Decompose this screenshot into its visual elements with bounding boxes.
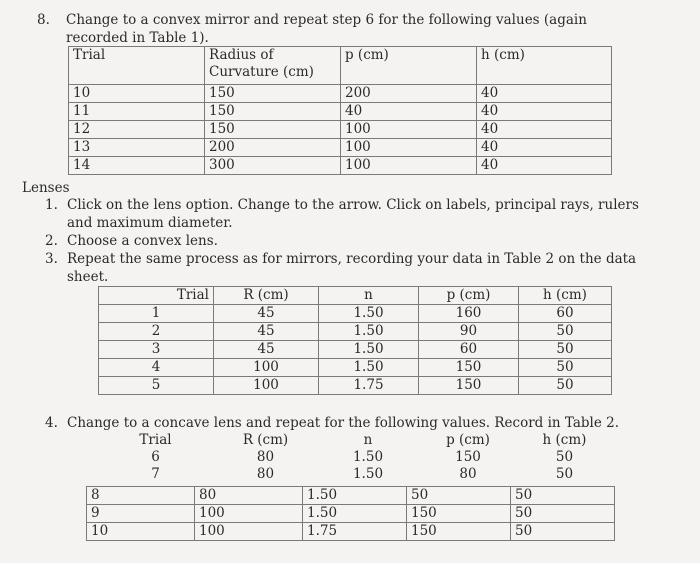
header-p: p (cm) bbox=[419, 287, 519, 305]
cell-trial: 13 bbox=[69, 139, 205, 157]
cell-trial: 9 bbox=[87, 505, 195, 523]
concave-lens-floating-table bbox=[98, 432, 611, 483]
cell-p: 100 bbox=[341, 121, 477, 139]
header-h: h (cm) bbox=[477, 47, 612, 85]
cell-r: 45 bbox=[214, 323, 319, 341]
cell-trial: 11 bbox=[69, 103, 205, 121]
header-n: n bbox=[363, 432, 373, 448]
cell-trial: 5 bbox=[99, 377, 214, 395]
lens-item-1-number: 1. bbox=[45, 197, 58, 213]
table-2-header bbox=[99, 287, 612, 305]
cell-radius: 300 bbox=[205, 157, 341, 175]
cell-h: 50 bbox=[519, 377, 612, 395]
lens-item-2-line1: Choose a convex lens. bbox=[67, 233, 218, 249]
header-h: h (cm) bbox=[542, 432, 587, 448]
cell-n: 1.75 bbox=[319, 377, 419, 395]
cell-h: 50 bbox=[511, 505, 615, 523]
table-row bbox=[99, 341, 612, 359]
cell-p: 150 bbox=[407, 505, 511, 523]
cell-r: 80 bbox=[256, 466, 275, 482]
table-row bbox=[99, 305, 612, 323]
cell-n: 1.75 bbox=[303, 523, 407, 541]
table-row bbox=[98, 449, 611, 466]
header-r: R (cm) bbox=[214, 287, 319, 305]
cell-p: 50 bbox=[407, 487, 511, 505]
cell-trial: 2 bbox=[99, 323, 214, 341]
table-row bbox=[98, 466, 611, 483]
cell-p: 150 bbox=[419, 377, 519, 395]
cell-h: 50 bbox=[511, 487, 615, 505]
table-row bbox=[69, 139, 612, 157]
cell-radius: 150 bbox=[205, 121, 341, 139]
header-trial: Trial bbox=[99, 287, 214, 305]
header-radius-line1: Radius of bbox=[209, 47, 274, 63]
cell-h: 50 bbox=[555, 449, 574, 465]
cell-h: 50 bbox=[555, 466, 574, 482]
cell-h: 60 bbox=[519, 305, 612, 323]
cell-h: 50 bbox=[519, 341, 612, 359]
cell-r: 45 bbox=[214, 341, 319, 359]
cell-trial: 7 bbox=[151, 466, 160, 482]
cell-p: 100 bbox=[341, 139, 477, 157]
step-4-text: Change to a concave lens and repeat for the following values. Record in Table 2. bbox=[67, 415, 620, 431]
table-row bbox=[69, 121, 612, 139]
header-h: h (cm) bbox=[519, 287, 612, 305]
table-row bbox=[99, 359, 612, 377]
cell-trial: 8 bbox=[87, 487, 195, 505]
cell-trial: 12 bbox=[69, 121, 205, 139]
cell-p: 200 bbox=[341, 85, 477, 103]
cell-h: 40 bbox=[477, 103, 612, 121]
header-trial: Trial bbox=[139, 432, 172, 448]
header-p: p (cm) bbox=[341, 47, 477, 85]
cell-h: 50 bbox=[519, 323, 612, 341]
cell-p: 150 bbox=[455, 449, 481, 465]
table-1 bbox=[68, 46, 612, 175]
header-n: n bbox=[319, 287, 419, 305]
cell-h: 40 bbox=[477, 85, 612, 103]
cell-p: 160 bbox=[419, 305, 519, 323]
header-r: R (cm) bbox=[242, 432, 289, 448]
lens-item-3-number: 3. bbox=[45, 251, 58, 267]
cell-r: 100 bbox=[214, 359, 319, 377]
cell-p: 100 bbox=[341, 157, 477, 175]
cell-trial: 14 bbox=[69, 157, 205, 175]
table-row bbox=[87, 487, 615, 505]
lenses-heading: Lenses bbox=[22, 180, 70, 196]
cell-p: 80 bbox=[459, 466, 477, 482]
step-8-text-line2: recorded in Table 1). bbox=[66, 30, 209, 46]
cell-trial: 10 bbox=[69, 85, 205, 103]
cell-p: 90 bbox=[419, 323, 519, 341]
cell-r: 100 bbox=[195, 505, 303, 523]
cell-h: 50 bbox=[519, 359, 612, 377]
table-2 bbox=[98, 286, 612, 395]
cell-trial: 10 bbox=[87, 523, 195, 541]
table-row bbox=[69, 157, 612, 175]
table-row bbox=[99, 323, 612, 341]
step-8-number: 8. bbox=[37, 12, 50, 28]
lens-item-3-line1: Repeat the same process as for mirrors, recording your data in Table 2 on the data bbox=[67, 251, 637, 267]
table-row bbox=[69, 103, 612, 121]
table-row bbox=[69, 85, 612, 103]
cell-p: 60 bbox=[419, 341, 519, 359]
cell-n: 1.50 bbox=[352, 449, 384, 465]
cell-r: 45 bbox=[214, 305, 319, 323]
concave-lens-table bbox=[86, 486, 615, 541]
cell-trial: 3 bbox=[99, 341, 214, 359]
table-row bbox=[87, 523, 615, 541]
cell-n: 1.50 bbox=[319, 323, 419, 341]
cell-n: 1.50 bbox=[319, 359, 419, 377]
header-radius bbox=[205, 47, 341, 85]
lens-item-2-number: 2. bbox=[45, 233, 58, 249]
concave-header bbox=[98, 432, 611, 449]
cell-trial: 4 bbox=[99, 359, 214, 377]
table-row bbox=[87, 505, 615, 523]
cell-n: 1.50 bbox=[352, 466, 384, 482]
cell-n: 1.50 bbox=[303, 487, 407, 505]
step-4-number: 4. bbox=[45, 415, 58, 431]
lens-item-1-line2: and maximum diameter. bbox=[67, 215, 233, 231]
cell-r: 80 bbox=[256, 449, 275, 465]
cell-radius: 150 bbox=[205, 85, 341, 103]
header-trial: Trial bbox=[69, 47, 205, 85]
cell-p: 150 bbox=[407, 523, 511, 541]
header-p: p (cm) bbox=[446, 432, 490, 448]
cell-trial: 6 bbox=[151, 449, 160, 465]
cell-n: 1.50 bbox=[303, 505, 407, 523]
cell-n: 1.50 bbox=[319, 305, 419, 323]
cell-r: 100 bbox=[195, 523, 303, 541]
cell-radius: 150 bbox=[205, 103, 341, 121]
step-8-text-line1: Change to a convex mirror and repeat step 6 for the following values (again bbox=[66, 12, 587, 28]
cell-p: 150 bbox=[419, 359, 519, 377]
cell-h: 40 bbox=[477, 139, 612, 157]
cell-h: 40 bbox=[477, 157, 612, 175]
cell-p: 40 bbox=[341, 103, 477, 121]
lens-item-3-line2: sheet. bbox=[67, 269, 109, 285]
cell-h: 50 bbox=[511, 523, 615, 541]
lens-item-1-line1: Click on the lens option. Change to the arrow. Click on labels, principal rays, rulers bbox=[67, 197, 639, 213]
table-1-header bbox=[69, 47, 612, 85]
cell-r: 80 bbox=[195, 487, 303, 505]
cell-trial: 1 bbox=[99, 305, 214, 323]
header-radius-line2: Curvature (cm) bbox=[209, 64, 314, 80]
cell-n: 1.50 bbox=[319, 341, 419, 359]
cell-r: 100 bbox=[214, 377, 319, 395]
table-row bbox=[99, 377, 612, 395]
cell-h: 40 bbox=[477, 121, 612, 139]
cell-radius: 200 bbox=[205, 139, 341, 157]
